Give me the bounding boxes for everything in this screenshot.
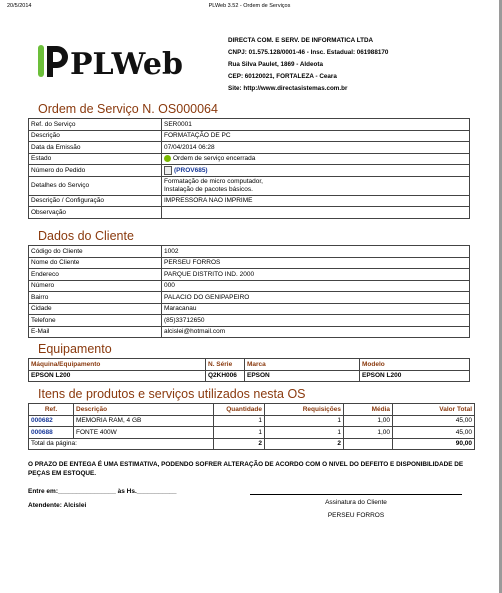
table-row: 000682 MEMORIA RAM, 4 GB 1 1 1,00 45,00 [29,415,475,427]
items-title: Itens de produtos e serviços utilizados nesta OS [38,387,306,401]
table-row: Endereco PARQUE DISTRITO IND. 2000 [29,269,470,281]
item-ref-link[interactable]: 000688 [29,427,74,439]
table-row: EPSON L200 Q2KH006 EPSON EPSON L200 [29,370,470,382]
table-row: Código do Cliente 1002 [29,246,470,258]
item-ref-link[interactable]: 000682 [29,415,74,427]
company-cnpj: CNPJ: 01.575.128/0001-46 - Insc. Estadual: 061988170 [228,49,389,56]
schedule-line: Entre em:________________ às Hs.___________ [28,488,177,495]
print-title: PLWeb 3.52 - Ordem de Serviços [208,3,291,9]
logo-p-glyph [47,46,68,77]
signature-label: Assinatura do Cliente [325,499,387,506]
logo-text: PLWeb [70,47,183,82]
company-site: Site: http://www.directasistemas.com.br [228,85,348,92]
order-number-link[interactable]: (PROV685) [174,166,208,174]
plweb-logo [36,40,186,82]
os-table [28,118,470,219]
signature-name: PERSEU FORROS [327,512,385,519]
document-icon [164,166,172,175]
logo-green-bar [38,45,44,77]
table-row: E-Mail alcislei@hotmail.com [29,326,470,338]
table-row: Nome do Cliente PERSEU FORROS [29,257,470,269]
table-total-row: Total da página: 2 2 90,00 [29,438,475,450]
table-row: Número 000 [29,280,470,292]
table-row: Detalhes do Serviço Formatação de micro computador, Instalação de pacotes básicos. [29,176,470,195]
items-table [28,403,475,450]
equip-table [28,358,470,382]
table-row: Descrição / Configuração IMPRESSORA NAO IMPRIME [29,195,470,207]
table-row: Número do Pedido (PROV685) [29,165,470,177]
print-date: 20/5/2014 [7,3,32,9]
status-text: Ordem de serviço encerrada [173,155,256,163]
table-header-row: Máquina/Equipamento N. Série Marca Modelo [29,359,470,371]
equip-title: Equipamento [38,342,112,356]
client-title: Dados do Cliente [38,229,134,243]
company-info [228,35,388,95]
check-icon [164,155,171,162]
company-address: Rua Silva Paulet, 1869 - Aldeota [228,61,323,68]
table-row: Bairro PALACIO DO GENIPAPEIRO [29,292,470,304]
table-row: Estado Ordem de serviço encerrada [29,153,470,165]
table-row: Ref. do Serviço SER0001 [29,119,470,131]
table-header-row: Ref. Descrição Quantidade Requisições Média Valor Total [29,404,475,416]
attendant: Atendente: Alcislei [28,502,87,509]
table-row: Cidade Maracanau [29,303,470,315]
company-name: DIRECTA COM. E SERV. DE INFORMATICA LTDA [228,37,374,44]
delivery-notice: O PRAZO DE ENTEGA É UMA ESTIMATIVA, PODENDO SOFRER ALTERAÇÃO DE ACORDO COM O NIVEL DO DEFEITO E DISPONIBILIDADE DE PEÇAS EM ESTOQUE. [28,461,464,477]
table-row: Descrição FORMATAÇÃO DE PC [29,130,470,142]
table-row: Telefone (85)33712650 [29,315,470,327]
table-row: Data da Emissão 07/04/2014 06:28 [29,142,470,154]
client-table [28,245,470,338]
table-row: 000688 FONTE 400W 1 1 1,00 45,00 [29,427,475,439]
signature-line [250,494,462,495]
company-cep: CEP: 60120021, FORTALEZA - Ceara [228,73,337,80]
table-row: Observação [29,207,470,219]
os-title: Ordem de Serviço N. OS000064 [38,102,218,116]
